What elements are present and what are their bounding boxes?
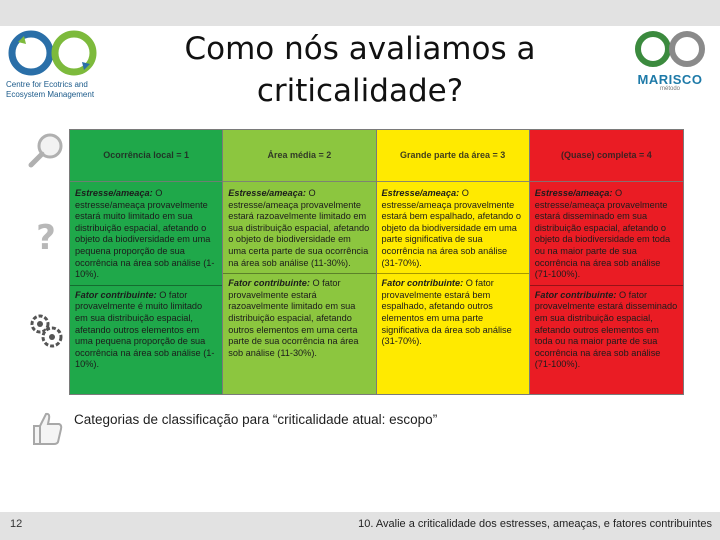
top-bar xyxy=(0,0,720,26)
marisco-brand: MARISCO xyxy=(637,72,703,87)
page-title: Como nós avaliamos a criticalidade? xyxy=(184,31,536,109)
column-header: Ocorrência local = 1 xyxy=(70,130,222,182)
column-header: (Quase) completa = 4 xyxy=(530,130,683,182)
footer-text: 10. Avalie a criticalidade dos estresses, ameaças, e fatores contribuintes xyxy=(358,518,712,530)
thumbs-up-icon xyxy=(26,408,66,448)
column-complete xyxy=(530,130,683,394)
factor-description: Fator contribuinte: O fator provavelmente estará bem espalhado, afetando outros elementos em uma parte significativa da área sob análise (31-70%). xyxy=(381,278,512,347)
page-number: 12 xyxy=(10,518,23,530)
criticality-scope-table xyxy=(69,129,684,395)
gears-icon xyxy=(26,310,66,350)
column-large xyxy=(377,130,530,394)
column-header: Grande parte da área = 3 xyxy=(377,130,529,182)
question-icon: ? xyxy=(36,218,56,258)
factor-description: Fator contribuinte: O fator provavelmente estará disseminado em sua distribuição espacial, afetando outros elementos em toda ou na maior parte de sua ocorrência na área sob análise (71-100%). xyxy=(534,289,678,370)
table-caption: Categorias de classificação para “criticalidade atual: escopo” xyxy=(74,412,438,427)
infinity-logo-icon xyxy=(6,28,102,78)
threat-description: Estresse/ameaça: O estresse/ameaça provavelmente estará bem espalhado, afetando o objeto da biodiversidade em uma parte significativa de sua ocorrência na área sob análise (31-70%). xyxy=(381,188,521,268)
cem-logo-text: Centre for Ecotrics and Ecosystem Management xyxy=(6,80,95,99)
threat-description: Estresse/ameaça: O estresse/ameaça provavelmente estará razoavelmente limitado em sua distribuição espacial, afetando o objeto de biodiversidade em uma certa parte de sua ocorrência na área sob análise (11-30%). xyxy=(228,188,370,268)
threat-description: Estresse/ameaça: O estresse/ameaça provavelmente estará muito limitado em sua distribuição espacial, afetando o objeto da biodiversidade em uma pequena proporção de sua ocorrência na área sob análise (1-10%). xyxy=(75,188,215,280)
threat-description: Estresse/ameaça: O estresse/ameaça provavelmente estará disseminado em sua distribuição espacial, afetando o objeto da biodiversidade em toda ou na maior parte de sua ocorrência na área sob análise (71-100%). xyxy=(534,188,671,280)
column-header: Área média = 2 xyxy=(223,130,375,182)
factor-description: Fator contribuinte: O fator provavelmente estará razoavelmente limitado em sua distribuição espacial, afetando outros elementos em uma certa parte de sua ocorrência na área sob análise (11-30%). xyxy=(228,278,359,358)
cem-logo xyxy=(4,26,114,106)
magnifier-icon xyxy=(26,130,66,170)
marisco-infinity-icon xyxy=(632,28,708,70)
column-medium xyxy=(223,130,376,394)
column-local xyxy=(70,130,223,394)
marisco-logo xyxy=(626,28,714,98)
marisco-sub: método xyxy=(659,86,680,92)
factor-description: Fator contribuinte: O fator provavelmente é muito limitado em sua distribuição espacial, afetando outros elementos em uma pequena proporção de sua ocorrência na área sob análise (1-10%). xyxy=(75,289,215,370)
